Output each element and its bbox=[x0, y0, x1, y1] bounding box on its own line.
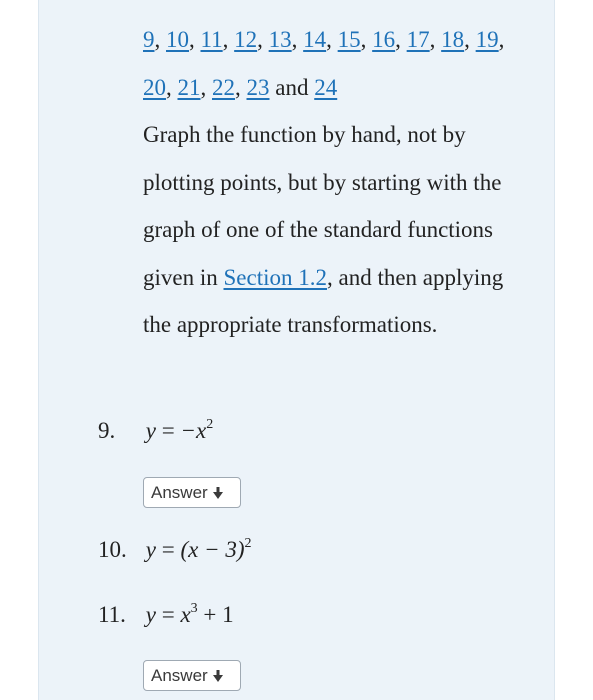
problem-10 bbox=[98, 535, 252, 565]
exercise-link-10[interactable]: 10 bbox=[166, 27, 189, 52]
and-word: and bbox=[275, 74, 309, 100]
exercise-link-24[interactable]: 24 bbox=[314, 74, 338, 100]
instruction-text: Graph the function by hand, not by plotting points, but by starting with the graph of one of the standard functions given in bbox=[143, 122, 502, 290]
arrow-down-icon bbox=[213, 670, 223, 682]
answer-button-11[interactable] bbox=[143, 660, 241, 691]
exercise-link-18[interactable]: 18 bbox=[441, 27, 465, 52]
answer-button-label: Answer bbox=[151, 482, 208, 502]
problem-11 bbox=[98, 600, 234, 630]
exercise-link-17[interactable]: 17 bbox=[406, 27, 430, 52]
exercise-link-23[interactable]: 23 bbox=[246, 74, 270, 100]
problem-number: 9. bbox=[98, 418, 116, 443]
exercise-link-13[interactable]: 13 bbox=[268, 27, 292, 52]
instruction-text-end: , and then applying the appropriate transformations. bbox=[143, 264, 504, 337]
exercise-link-15[interactable]: 15 bbox=[337, 27, 361, 52]
problem-9 bbox=[98, 416, 213, 446]
exercise-link-20[interactable]: 20 bbox=[143, 74, 166, 100]
exercise-link-14[interactable]: 14 bbox=[303, 27, 327, 52]
exercise-link-9[interactable]: 9 bbox=[143, 27, 155, 52]
exercise-link-11[interactable]: 11 bbox=[200, 27, 223, 52]
section-link[interactable]: Section 1.2 bbox=[223, 264, 327, 290]
exercise-link-22[interactable]: 22 bbox=[212, 74, 235, 100]
exercise-instructions: 9, 10, 11, 12, 13, 14, 15, 16, 17, 18, 19, 20, 21, 22, 23 and 24 Graph the function by hand, not by plotting points, but by starting with the graph of one of the standard functions given in Section 1.2, and then applying the appropriate transformations. bbox=[143, 27, 505, 337]
answer-button-label: Answer bbox=[151, 665, 208, 685]
problem-equation: $y = (x - 3)^2$ bbox=[145, 536, 252, 562]
answer-button-9[interactable] bbox=[143, 477, 241, 508]
problem-number: 11. bbox=[98, 602, 126, 627]
exercise-link-12[interactable]: 12 bbox=[234, 27, 258, 52]
problem-equation: $y = x^3 + 1$ bbox=[145, 601, 234, 627]
exercise-link-16[interactable]: 16 bbox=[372, 27, 396, 52]
problem-number: 10. bbox=[98, 537, 127, 562]
exercise-link-19[interactable]: 19 bbox=[475, 27, 499, 52]
exercise-link-21[interactable]: 21 bbox=[177, 74, 201, 100]
arrow-down-icon bbox=[213, 487, 223, 499]
problem-equation: $y = -x^2$ bbox=[145, 417, 214, 443]
